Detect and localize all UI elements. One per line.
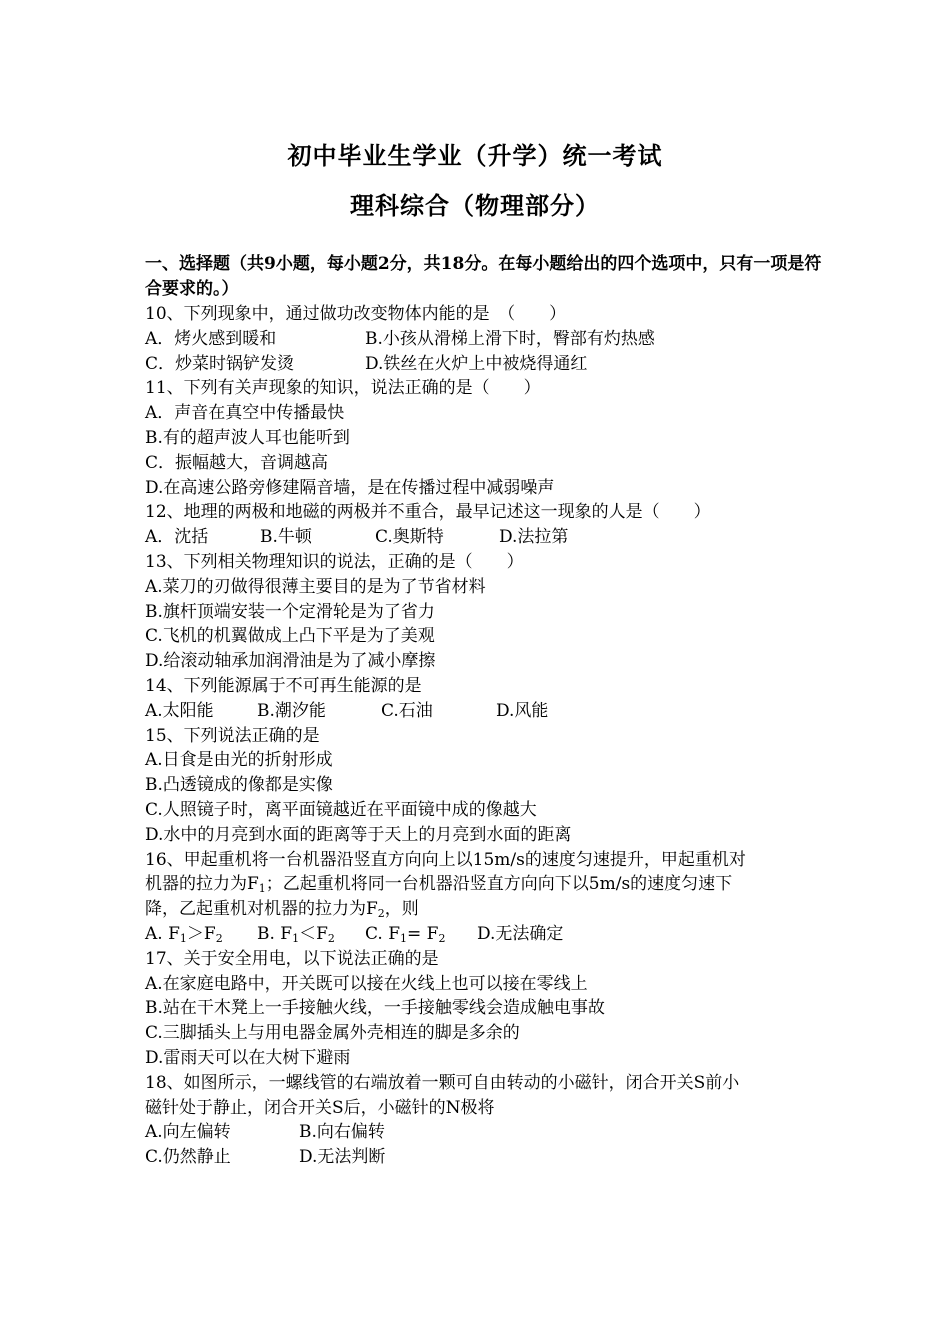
option-a [145,922,257,947]
subscript: 2 [377,907,385,921]
question-18-options-ab [145,1120,825,1145]
question-18-stem-line2: 磁针处于静止，闭合开关S后，小磁针的N极将 [145,1097,495,1118]
option-a: A.菜刀的刃做得很薄主要目的是为了节省材料 [145,576,486,597]
option-text: C. F [365,923,401,944]
option-c: C.奥斯特 [375,527,444,548]
subscript: 1 [258,882,266,896]
question-10-options-cd [145,352,825,377]
subscript: 2 [438,931,446,945]
question-11-stem: 11、下列有关声现象的知识，说法正确的是（ ） [145,378,541,399]
option-c: C.仍然静止 [145,1147,231,1168]
option-c: C.人照镜子时，离平面镜越近在平面镜中成的像越大 [145,799,537,820]
option-text: A. F [145,923,180,944]
subscript: 1 [400,931,408,945]
exam-subtitle: 理科综合（物理部分） [350,191,600,220]
option-text: B. F [257,923,293,944]
question-10-options-ab [145,327,825,352]
subscript: 1 [292,931,300,945]
option-b: B.站在干木凳上一手接触火线，一手接触零线会造成触电事故 [145,998,605,1019]
option-a: A．沈括 [145,527,209,548]
option-text: ＞F [186,923,216,944]
option-d: D.法拉第 [499,527,569,548]
option-b: B.牛顿 [260,527,312,548]
stem-text: ，则 [384,899,419,920]
option-d: D.雷雨天可以在大树下避雨 [145,1047,351,1068]
option-a: A.太阳能 [145,700,214,721]
option-a: A．烤火感到暖和 [145,328,277,349]
option-c: C．炒菜时锅铲发烫 [145,353,295,374]
question-14-options [145,699,825,724]
question-list [145,252,825,1170]
option-b: B.有的超声波人耳也能听到 [145,427,350,448]
question-16-options [145,922,825,947]
question-13-stem: 13、下列相关物理知识的说法，正确的是（ ） [145,551,524,572]
stem-text: ；乙起重机将同一台机器沿竖直方向向下以5m/s的速度匀速下 [265,874,733,895]
option-text: = F [407,923,439,944]
question-16-stem-line1: 16、甲起重机将一台机器沿竖直方向向上以15m/s的速度匀速提升，甲起重机对 [145,849,746,870]
question-16-stem-line3 [145,897,825,922]
option-text: ＜F [299,923,328,944]
option-b: B.凸透镜成的像都是实像 [145,775,333,796]
option-c [365,922,477,947]
question-15-stem: 15、下列说法正确的是 [145,725,320,746]
option-d: D.在高速公路旁修建隔音墙，是在传播过程中减弱噪声 [145,477,555,498]
option-d: D.无法判断 [299,1147,386,1168]
question-12-stem: 12、地理的两极和地磁的两极并不重合，最早记述这一现象的人是（ ） [145,502,711,523]
question-18-options-cd [145,1145,825,1170]
subscript: 2 [215,931,223,945]
option-c: C.三脚插头上与用电器金属外壳相连的脚是多余的 [145,1023,520,1044]
option-d: D.水中的月亮到水面的距离等于天上的月亮到水面的距离 [145,824,572,845]
option-c: C．振幅越大，音调越高 [145,452,329,473]
question-14-stem: 14、下列能源属于不可再生能源的是 [145,675,422,696]
option-b: B.向右偏转 [299,1122,385,1143]
question-18-stem-line1: 18、如图所示，一螺线管的右端放着一颗可自由转动的小磁针，闭合开关S前小 [145,1072,740,1093]
option-a: A.向左偏转 [145,1122,231,1143]
question-10-stem: 10、下列现象中，通过做功改变物体内能的是 （ ） [145,304,567,324]
option-b: B.小孩从滑梯上滑下时，臀部有灼热感 [365,328,655,349]
question-17-stem: 17、关于安全用电，以下说法正确的是 [145,948,439,969]
option-d: D.给滚动轴承加润滑油是为了减小摩擦 [145,651,436,672]
option-b [257,922,365,947]
question-16-stem-line2 [145,872,825,897]
option-d: D.风能 [496,700,549,721]
option-a: A．声音在真空中传播最快 [145,403,345,424]
stem-text: 机器的拉力为F [145,874,259,895]
option-b: B.潮汐能 [257,700,326,721]
option-d: D.铁丝在火炉上中被烧得通红 [365,353,588,374]
option-d: D.无法确定 [477,923,564,944]
option-c: C.石油 [381,700,433,721]
option-a: A.日食是由光的折射形成 [145,750,333,771]
option-a: A.在家庭电路中，开关既可以接在火线上也可以接在零线上 [145,973,588,994]
question-12-options [145,525,825,550]
subscript: 1 [179,931,187,945]
option-b: B.旗杆顶端安装一个定滑轮是为了省力 [145,601,435,622]
section-heading: 一、选择题（共9小题，每小题2分，共18分。在每小题给出的四个选项中，只有一项是符合要求的。） [145,254,822,299]
stem-text: 降，乙起重机对机器的拉力为F [145,899,378,920]
subscript: 2 [327,931,335,945]
exam-title: 初中毕业生学业（升学）统一考试 [287,141,663,170]
option-c: C.飞机的机翼做成上凸下平是为了美观 [145,626,435,647]
